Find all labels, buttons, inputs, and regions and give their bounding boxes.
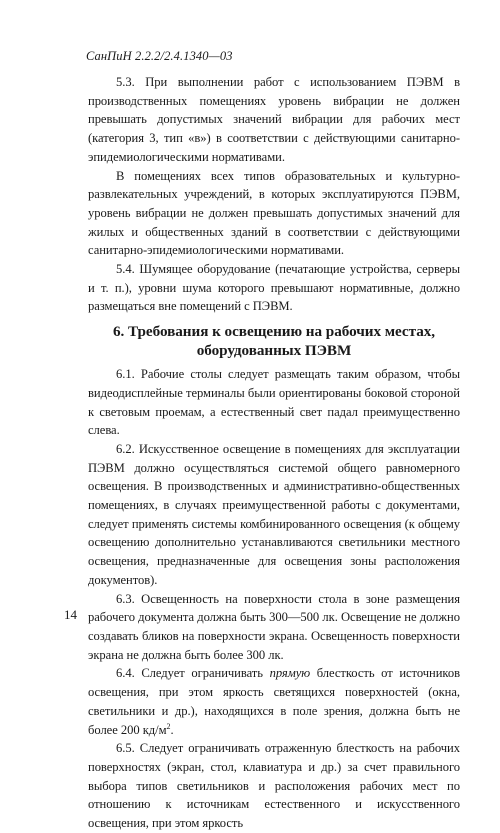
paragraph-6-4-start: 6.4. Следует ограничивать	[116, 666, 270, 681]
paragraph-6-2: 6.2. Искусственное освещение в помещениях для эксплуатации ПЭВМ должно осуществляться системой общего равномерного освещения. В производственных и административно-общественных помещениях, в случаях преимущественной работы с документами, следует применять системы комбинированного освещения (к общему освещению дополнительно устанавливаются светильники местного освещения, предназначенные для освещения зоны расположения документов).	[88, 441, 460, 587]
section-heading-line-1: 6. Требования к освещению на рабочих местах,	[112, 323, 436, 341]
section-heading	[88, 322, 460, 360]
paragraph-6-5: 6.5. Следует ограничивать отраженную блесткость на рабочих поверхностях (экран, стол, клавиатура и др.) за счет правильного выбора типов светильников и расположения рабочих мест по отношению к источникам естественного и искусственного освещения, при этом яркость	[88, 741, 460, 831]
section-heading-line-2: оборудованных ПЭВМ	[196, 342, 352, 360]
paragraph-6-4-end: .	[170, 722, 174, 737]
paragraph-5-3: 5.3. При выполнении работ с использованием ПЭВМ в производственных помещениях уровень вибрации не должен превышать допустимых значений вибрации для рабочих мест (категория 3, тип «в») в соответствии с действующими санитарно-эпидемиологическими нормативами.	[88, 75, 460, 164]
paragraph-6-4-middle: блесткость от источников освещения, при этом яркость светящихся поверхностей (окна, светильники и др.), находящихся в поле зрения, должна быть не более 200 кд/м	[88, 666, 460, 737]
page-body	[88, 73, 460, 833]
paragraph-5-4: 5.4. Шумящее оборудование (печатающие устройства, серверы и т. п.), уровни шума которого превышают нормативные, должно размещаться вне помещений с ПЭВМ.	[88, 262, 460, 314]
paragraph-6-4	[88, 664, 460, 739]
paragraph-6-4-emphasis: прямую	[269, 666, 311, 681]
running-header: СанПиН 2.2.2/2.4.1340—03	[86, 49, 233, 63]
paragraph-6-1: 6.1. Рабочие столы следует размещать таким образом, чтобы видеодисплейные терминалы были ориентированы боковой стороной к световым проемам, а естественный свет падал преимущественно слева.	[88, 367, 460, 438]
unit-superscript: 2	[166, 721, 171, 731]
paragraph-5-3-continued: В помещениях всех типов образовательных и культурно-развлекательных учреждений, в которых эксплуатируются ПЭВМ, уровень вибрации не должен превышать допустимых значений для жилых и общественных зданий в соответствии с действующими санитарно-эпидемиологическими нормативами.	[88, 168, 460, 258]
paragraph-6-3: 6.3. Освещенность на поверхности стола в зоне размещения рабочего документа должна быть 300—500 лк. Освещение не должно создавать бликов на поверхности экрана. Освещенность поверхности экрана не должна быть более 300 лк.	[88, 591, 460, 662]
page-number: 14	[64, 607, 77, 622]
